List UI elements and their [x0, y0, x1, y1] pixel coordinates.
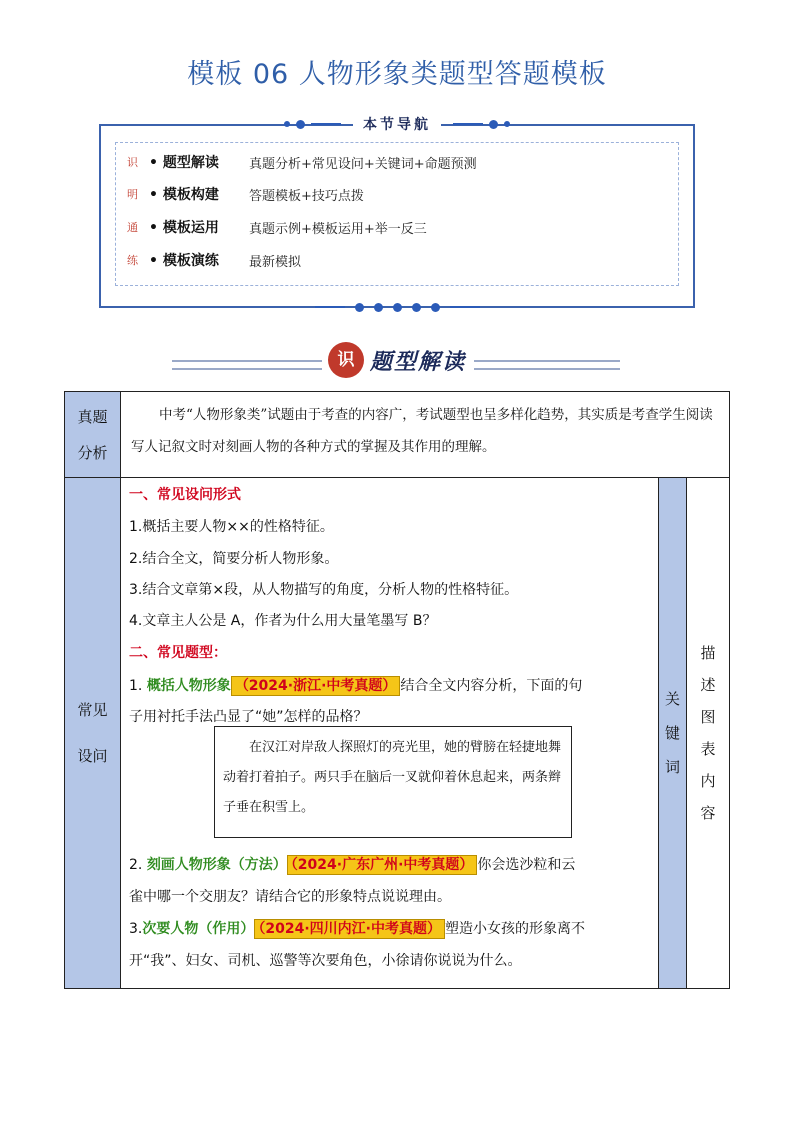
- nav-heading: 本节导航: [101, 114, 693, 134]
- quoted-passage: 在汉江对岸敌人探照灯的亮光里，她的臂膀在轻捷地舞动着打着拍子。两只手在脑后一叉就仰着休息起来，两条辫子垂在积雪上。: [214, 726, 572, 838]
- row-label-analysis: 真题 分析: [65, 392, 121, 478]
- analysis-text: 中考“人物形象类”试题由于考查的内容广，考试题型也呈多样化趋势，其实质是考查学生阅读写人记叙文时对刻画人物的各种方式的掌握及其作用的理解。: [121, 392, 729, 478]
- keyword-label: 关 键 词: [659, 478, 687, 988]
- type-item-1: 1. 概括人物形象 （2024·浙江·中考真题） 结合全文内容分析，下面的句: [129, 678, 583, 694]
- source-tag: （2024·广东广州·中考真题）: [287, 855, 478, 875]
- type-item-2-cont: 雀中哪一个交朋友？请结合它的形象特点说说理由。: [129, 889, 451, 905]
- nav-row-3[interactable]: [127, 217, 427, 237]
- questions-cell: [121, 478, 659, 988]
- nav-row-1[interactable]: [127, 152, 477, 172]
- question-item: 1.概括主要人物××的性格特征。: [129, 519, 334, 535]
- keyword-text: 描 述 图 表 内 容: [700, 644, 716, 822]
- type-item-3-cont: 开“我”、妇女、司机、巡警等次要角色，小徐请你说说为什么。: [129, 953, 522, 969]
- section-badge-icon: 识: [328, 342, 364, 378]
- nav-side-char: 识: [127, 156, 138, 169]
- nav-row-label: • 模板运用: [149, 220, 219, 236]
- nav-row-4[interactable]: [127, 250, 301, 270]
- nav-side-char: 明: [127, 188, 138, 201]
- nav-row-label: • 模板构建: [149, 187, 219, 203]
- question-item: 2.结合全文，简要分析人物形象。: [129, 551, 339, 567]
- nav-row-label: • 题型解读: [149, 155, 219, 171]
- type-item-3: 3.次要人物（作用） （2024·四川内江·中考真题） 塑造小女孩的形象离不: [129, 921, 585, 937]
- type-item-1-cont: 子用衬托手法凸显了“她”怎样的品格？: [129, 709, 368, 725]
- nav-row-value: 最新模拟: [249, 254, 302, 270]
- nav-row-value: 真题分析+常见设问+关键词+命题预测: [249, 156, 477, 172]
- question-item: 4.文章主人公是 A，作者为什么用大量笔墨写 B？: [129, 613, 437, 629]
- source-tag: （2024·四川内江·中考真题）: [254, 919, 445, 939]
- section-nav-box: [99, 117, 695, 308]
- page-title: 模板 06 人物形象类题型答题模板: [187, 59, 607, 90]
- nav-row-value: 真题示例+模板运用+举一反三: [249, 221, 427, 237]
- nav-row-2[interactable]: [127, 184, 364, 204]
- section-left-rule: [172, 360, 322, 370]
- heading-question-forms: 一、常见设问形式: [129, 487, 241, 503]
- nav-row-value: 答题模板+技巧点拨: [249, 188, 364, 204]
- type-item-2: 2. 刻画人物形象（方法） （2024·广东广州·中考真题） 你会选沙粒和云: [129, 857, 576, 873]
- heading-question-types: 二、常见题型：: [129, 645, 227, 661]
- row-label-questions: 常见 设问: [65, 478, 121, 988]
- question-item: 3.结合文章第×段，从人物描写的角度，分析人物的性格特征。: [129, 582, 519, 598]
- nav-bottom-ornament: [101, 303, 693, 312]
- section-title: 题型解读: [370, 350, 467, 375]
- section-heading: [0, 340, 794, 376]
- nav-side-char: 通: [127, 221, 138, 234]
- analysis-table: [64, 391, 730, 989]
- nav-row-label: • 模板演练: [149, 253, 219, 269]
- nav-side-char: 练: [127, 254, 138, 267]
- source-tag: （2024·浙江·中考真题）: [231, 676, 401, 696]
- section-right-rule: [474, 360, 620, 370]
